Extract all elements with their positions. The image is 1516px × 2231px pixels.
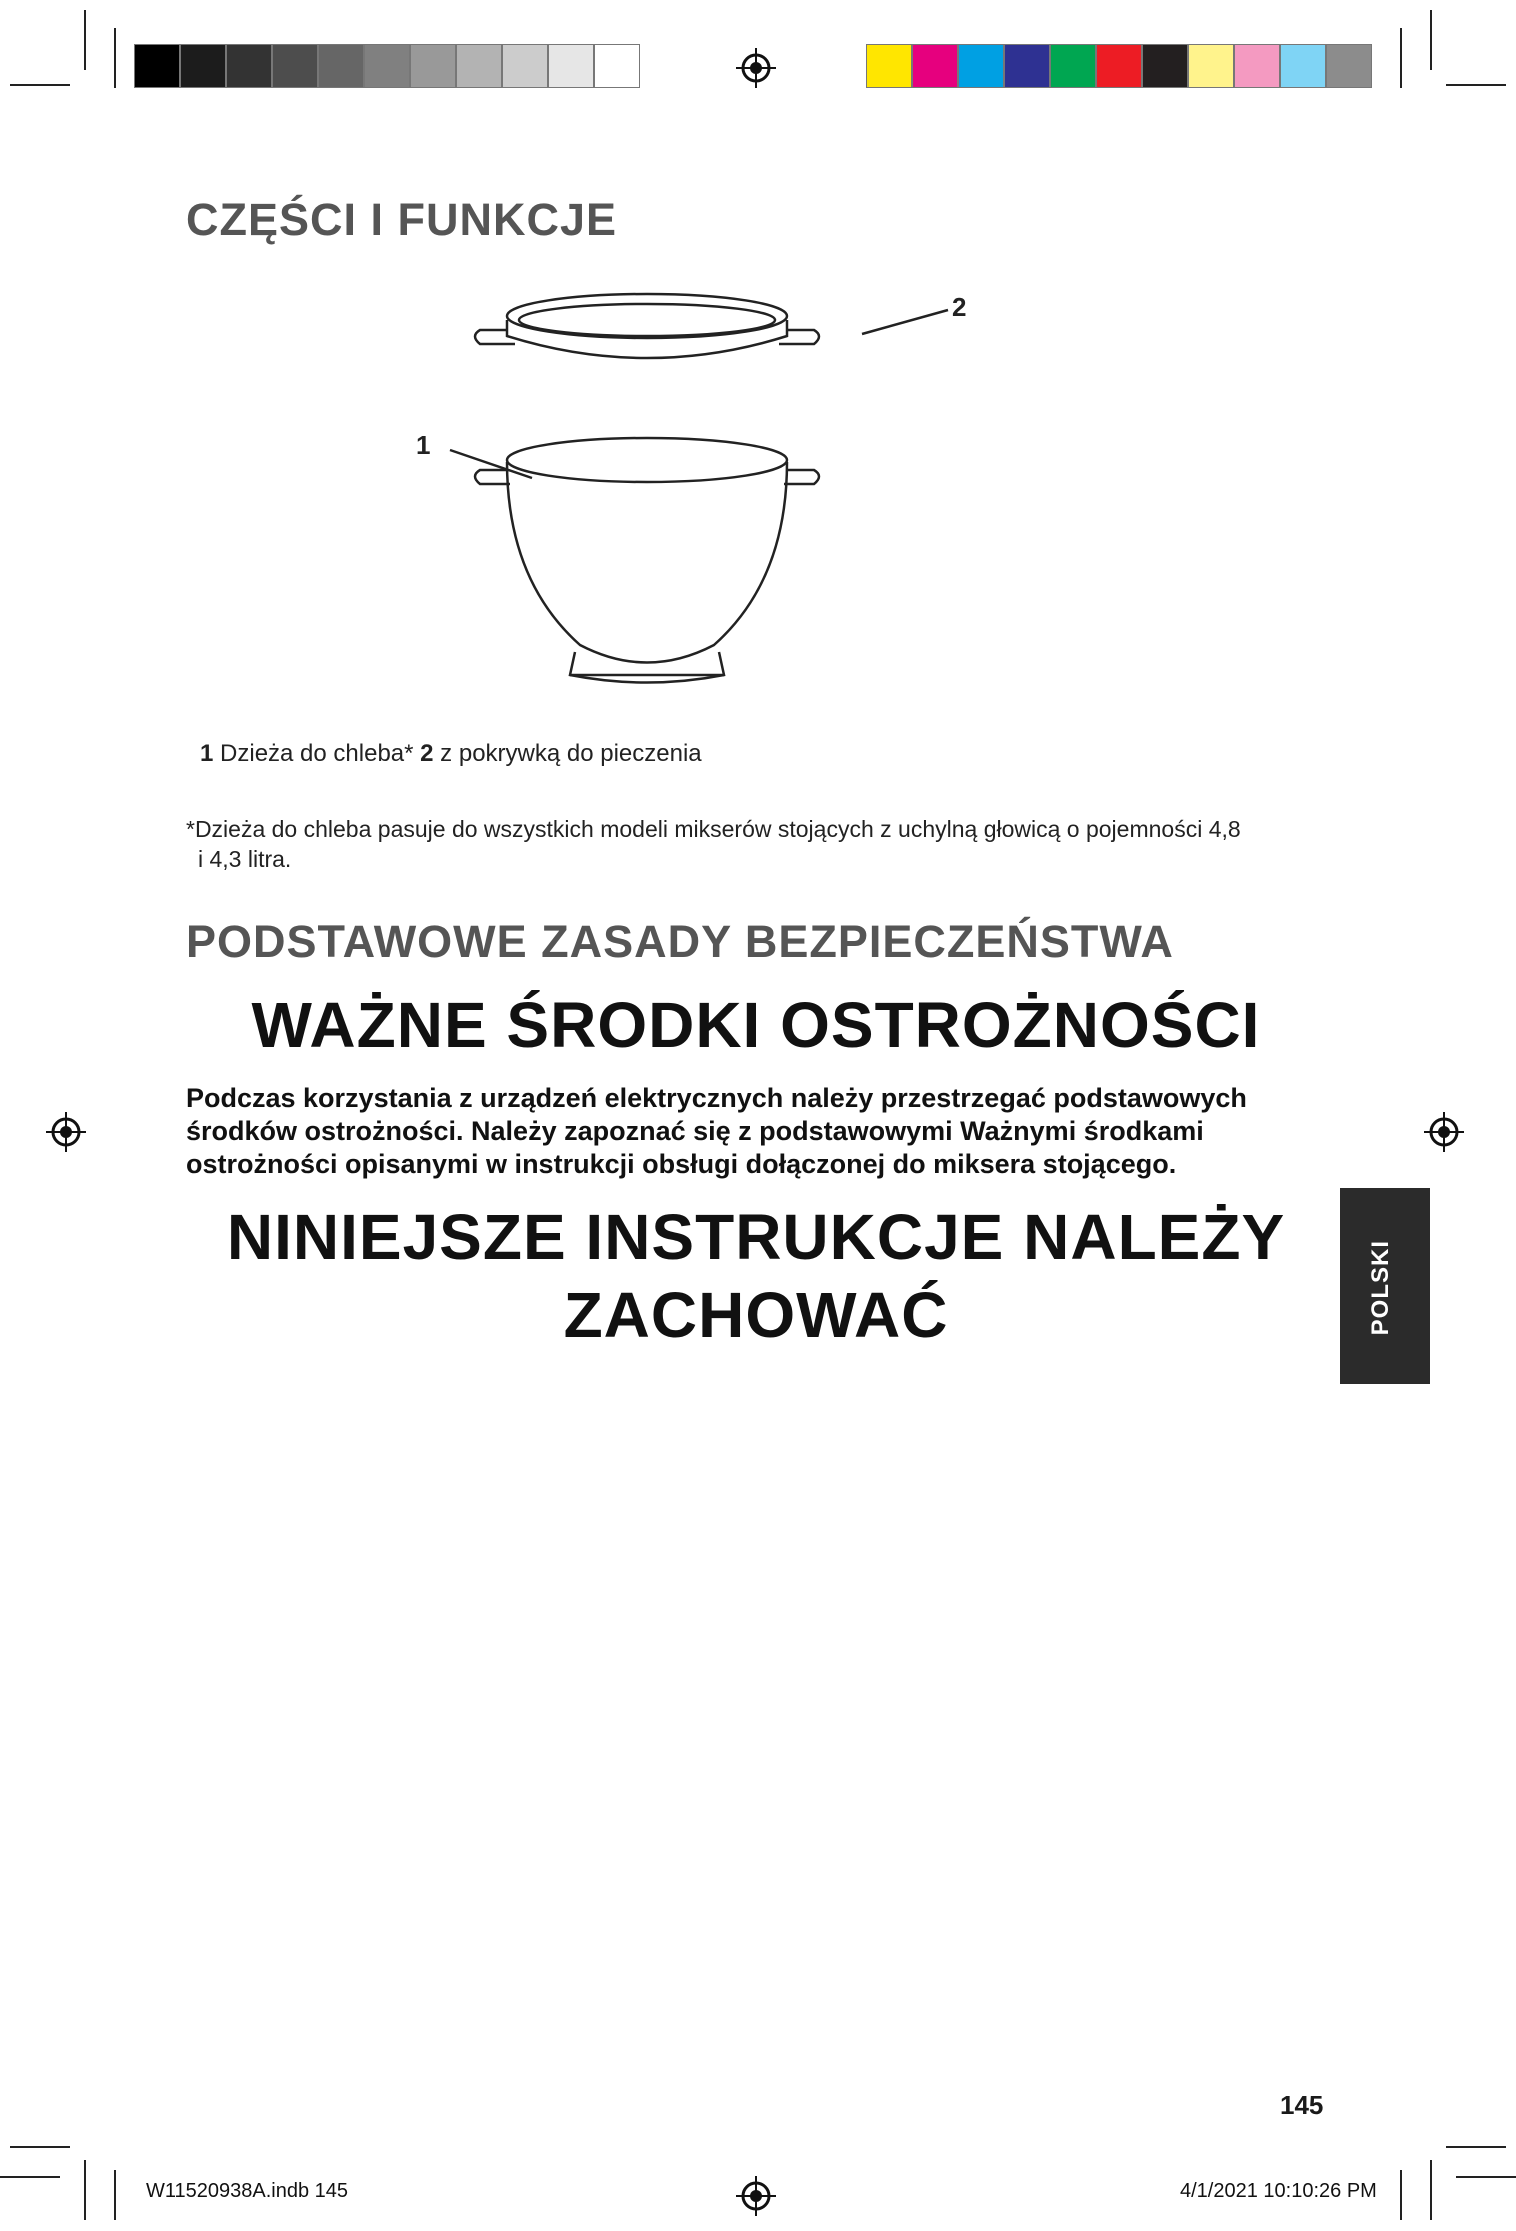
paragraph-line: środków ostrożności. Należy zapoznać się z podstawowymi Ważnymi środkami xyxy=(186,1116,1204,1146)
bread-bowl-diagram xyxy=(400,280,1000,700)
registration-target-icon xyxy=(1424,1112,1464,1152)
crop-mark xyxy=(0,2176,60,2178)
save-instructions-line: NINIEJSZE INSTRUKCJE NALEŻY xyxy=(226,1201,1286,1273)
calibration-swatch xyxy=(410,44,456,88)
crop-mark xyxy=(10,84,70,86)
registration-target-icon xyxy=(736,2176,776,2216)
calibration-swatch xyxy=(180,44,226,88)
important-safeguards-heading: WAŻNE ŚRODKI OSTROŻNOŚCI xyxy=(251,989,1261,1061)
calibration-swatch xyxy=(364,44,410,88)
bread-bowl-illustration xyxy=(475,438,819,683)
calibration-swatch xyxy=(1096,44,1142,88)
crop-mark xyxy=(114,2170,116,2220)
save-instructions-line: ZACHOWAĆ xyxy=(563,1279,949,1351)
paragraph-line: ostrożności opisanymi w instrukcji obsługi dołączonej do miksera stojącego. xyxy=(186,1149,1177,1179)
calibration-swatch xyxy=(502,44,548,88)
calibration-swatch xyxy=(1280,44,1326,88)
crop-mark xyxy=(1446,2146,1506,2148)
crop-mark xyxy=(1430,10,1432,70)
save-instructions-heading xyxy=(186,1198,1326,1354)
calibration-swatch xyxy=(1234,44,1280,88)
calibration-swatch xyxy=(226,44,272,88)
part-label-2: 2 xyxy=(952,292,967,322)
calibration-swatch xyxy=(456,44,502,88)
crop-mark xyxy=(1400,2170,1402,2220)
crop-mark xyxy=(10,2146,70,2148)
paragraph-line: Podczas korzystania z urządzeń elektrycznych należy przestrzegać podstawowych xyxy=(186,1083,1247,1113)
crop-mark xyxy=(1430,2160,1432,2220)
calibration-swatch xyxy=(318,44,364,88)
language-tab xyxy=(1340,1188,1430,1384)
calibration-swatch xyxy=(866,44,912,88)
footnote-line: *Dzieża do chleba pasuje do wszystkich modeli mikserów stojących z uchylną głowicą o pojemności 4,8 xyxy=(186,816,1241,842)
crop-mark xyxy=(84,10,86,70)
calibration-swatch xyxy=(912,44,958,88)
registration-target-icon xyxy=(736,48,776,88)
page-number: 145 xyxy=(1280,2090,1324,2120)
registration-target-icon xyxy=(46,1112,86,1152)
caption-text-2: z pokrywką do pieczenia xyxy=(433,740,702,767)
section-title-safety: PODSTAWOWE ZASADY BEZPIECZEŃSTWA xyxy=(186,916,1174,967)
calibration-swatch xyxy=(272,44,318,88)
calibration-swatch xyxy=(1004,44,1050,88)
safety-paragraph xyxy=(186,1082,1326,1181)
calibration-swatch xyxy=(1050,44,1096,88)
caption-text-1: Dzieża do chleba* xyxy=(213,740,421,767)
crop-mark xyxy=(1456,2176,1516,2178)
footer-file-info: W11520938A.indb 145 xyxy=(146,2180,349,2202)
footer-timestamp: 4/1/2021 10:10:26 PM xyxy=(1180,2180,1377,2202)
calibration-swatch xyxy=(134,44,180,88)
baking-lid-illustration xyxy=(475,294,819,358)
calibration-swatch xyxy=(1142,44,1188,88)
calibration-swatch xyxy=(1188,44,1234,88)
language-tab-label: POLSKI xyxy=(1367,1240,1394,1336)
section-title-parts: CZĘŚCI I FUNKCJE xyxy=(186,194,618,245)
calibration-swatch xyxy=(548,44,594,88)
compatibility-footnote xyxy=(186,814,1326,874)
crop-mark xyxy=(84,2160,86,2220)
calibration-swatch xyxy=(958,44,1004,88)
part-label-1: 1 xyxy=(416,430,431,460)
footnote-line: i 4,3 litra. xyxy=(198,846,292,872)
crop-mark xyxy=(114,28,116,88)
parts-caption xyxy=(200,740,702,768)
crop-mark xyxy=(1446,84,1506,86)
calibration-swatch xyxy=(594,44,640,88)
crop-mark xyxy=(1400,28,1402,88)
caption-number-2: 2 xyxy=(420,740,434,767)
calibration-swatch xyxy=(1326,44,1372,88)
caption-number-1: 1 xyxy=(200,740,214,767)
